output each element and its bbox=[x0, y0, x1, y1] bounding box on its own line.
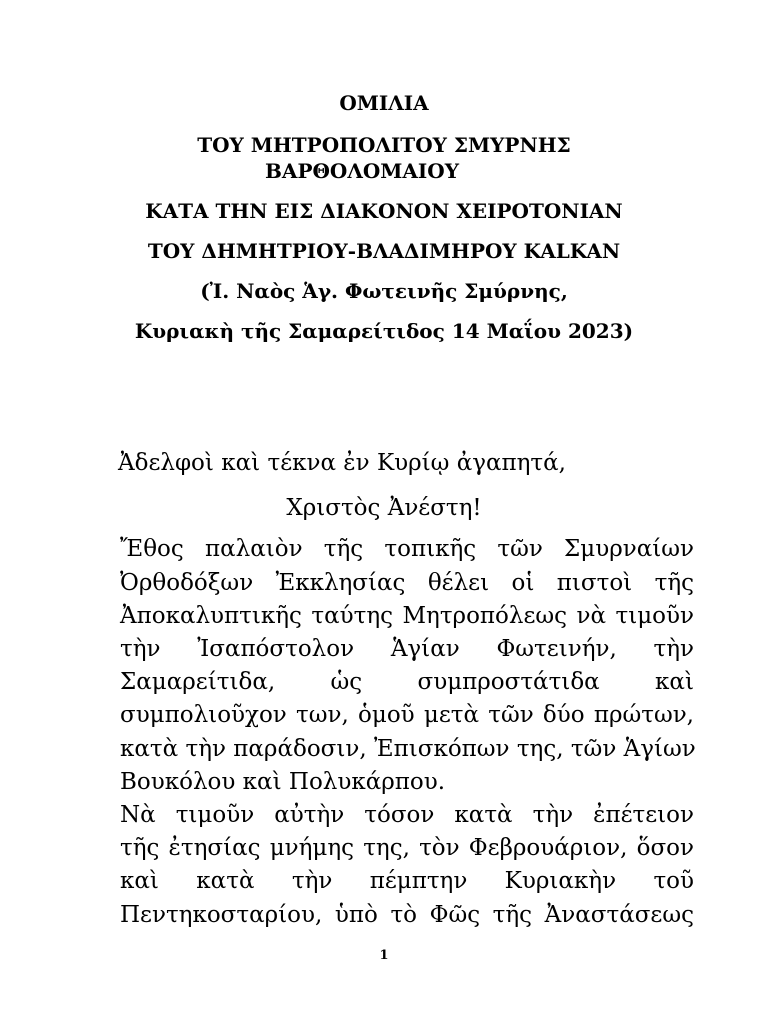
title-ordinand: ΤΟΥ ΔΗΜΗΤΡΙΟΥ-ΒΛΑΔΙΜΗΡΟΥ KALKAN bbox=[147, 239, 621, 263]
paragraph-line: καὶ κατὰ τὴν πέμπτην Κυριακὴν τοῦ bbox=[120, 868, 694, 895]
page-number: 1 bbox=[379, 948, 389, 963]
title-name: ΒΑΡΘΟΛΟΜΑΙΟΥ bbox=[265, 159, 459, 183]
paragraph-line: Βουκόλου καὶ Πολυκάρπου. bbox=[120, 768, 446, 795]
homily-body bbox=[74, 447, 694, 932]
paschal-greeting: Χριστὸς Ἀνέστη! bbox=[286, 495, 482, 522]
title-place: (Ἰ. Ναὸς Ἁγ. Φωτεινῆς Σμύρνης, bbox=[200, 279, 568, 303]
paragraph-line: Ἔθος παλαιὸν τῆς τοπικῆς τῶν Σμυρναίων bbox=[120, 536, 694, 563]
paragraph-line: συμπολιοῦχον των, ὁμοῦ μετὰ τῶν δύο πρώτων, bbox=[120, 702, 694, 729]
paragraph-1 bbox=[74, 533, 694, 799]
title-occasion: ΚΑΤΑ ΤΗΝ ΕΙΣ ΔΙΑΚΟΝΟΝ ΧΕΙΡΟΤΟΝΙΑΝ bbox=[145, 199, 623, 223]
paragraph-2 bbox=[74, 799, 694, 932]
homily-title-block bbox=[0, 90, 768, 344]
paragraph-line: τῆς ἐτησίας μνήμης της, τὸν Φεβρουάριον, ὅσον bbox=[120, 835, 694, 862]
paragraph-line: Νὰ τιμοῦν αὐτὴν τόσον κατὰ τὴν ἐπέτειον bbox=[120, 802, 694, 829]
title-homily: ΟΜΙΛΙΑ bbox=[339, 91, 429, 115]
paragraph-line: τὴν Ἰσαπόστολον Ἁγίαν Φωτεινήν, τὴν bbox=[120, 636, 694, 663]
greeting-line: Ἀδελφοὶ καὶ τέκνα ἐν Κυρίῳ ἀγαπητά, bbox=[118, 450, 566, 476]
paragraph-line: Πεντηκοσταρίου, ὑπὸ τὸ Φῶς τῆς Ἀναστάσεως bbox=[120, 901, 694, 928]
paragraph-line: κατὰ τὴν παράδοσιν, Ἐπισκόπων της, τῶν Ἁγίων bbox=[120, 735, 696, 762]
paragraph-line: Ὀρθοδόξων Ἐκκλησίας θέλει οἱ πιστοὶ τῆς bbox=[120, 569, 694, 596]
title-date: Κυριακὴ τῆς Σαμαρείτιδος 14 Μαΐου 2023) bbox=[134, 319, 634, 343]
title-metropolitan: ΤΟΥ ΜΗΤΡΟΠΟΛΙΤΟΥ ΣΜΥΡΝΗΣ bbox=[197, 133, 571, 157]
paragraph-line: Σαμαρείτιδα, ὡς συμπροστάτιδα καὶ bbox=[120, 669, 694, 696]
paragraph-line: Ἀποκαλυπτικῆς ταύτης Μητροπόλεως νὰ τιμοῦν bbox=[120, 602, 694, 629]
